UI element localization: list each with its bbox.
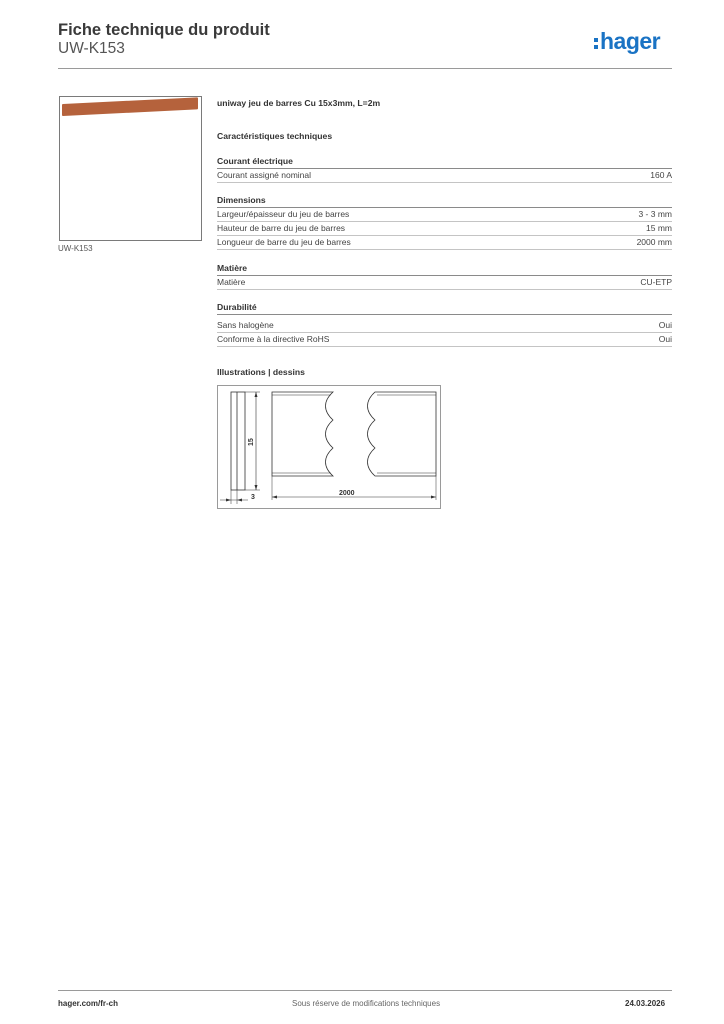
spec-label: Longueur de barre du jeu de barres	[217, 237, 351, 247]
footer-note: Sous réserve de modifications techniques	[292, 999, 441, 1008]
product-code: UW-K153	[58, 40, 125, 57]
bar-right-piece	[368, 392, 437, 476]
busbar-image	[62, 97, 198, 116]
hager-logo	[594, 28, 660, 54]
page-title: Fiche technique du produit	[58, 21, 270, 39]
footer-website: hager.com/fr-ch	[58, 999, 119, 1008]
spec-value: 2000 mm	[636, 237, 672, 247]
spec-row	[217, 333, 672, 347]
footer-date: 24.03.2026	[625, 999, 666, 1008]
spec-label: Conforme à la directive RoHS	[217, 334, 330, 344]
spec-value: 15 mm	[646, 223, 672, 233]
spec-label: Largeur/épaisseur du jeu de barres	[217, 209, 350, 219]
spec-value: Oui	[658, 320, 672, 330]
spec-row	[217, 319, 672, 333]
logo-dots-icon	[594, 32, 599, 50]
spec-row	[217, 208, 672, 222]
illustrations-heading: Illustrations | dessins	[217, 367, 305, 377]
section-outline	[231, 392, 245, 490]
spec-row	[217, 236, 672, 250]
group-title-courant: Courant électrique	[217, 156, 672, 169]
group-title-matiere: Matière	[217, 263, 672, 276]
spec-row	[217, 222, 672, 236]
dim-height-label: 15	[248, 438, 255, 446]
footer-divider	[58, 990, 672, 991]
specs-heading: Caractéristiques techniques	[217, 131, 333, 141]
spec-value: CU-ETP	[640, 277, 672, 287]
spec-label: Matière	[217, 277, 246, 287]
spec-value: 3 - 3 mm	[638, 209, 672, 219]
logo-text: hager	[600, 28, 661, 54]
header-divider	[58, 68, 672, 69]
product-description: uniway jeu de barres Cu 15x3mm, L=2m	[217, 98, 381, 108]
spec-label: Hauteur de barre du jeu de barres	[217, 223, 346, 233]
dim-length-label: 2000	[339, 490, 355, 497]
group-title-durabilite: Durabilité	[217, 302, 672, 315]
spec-value: 160 A	[650, 170, 672, 180]
drawing-svg	[218, 386, 440, 508]
image-caption: UW-K153	[58, 244, 93, 253]
spec-value: Oui	[658, 334, 672, 344]
spec-label: Sans halogène	[217, 320, 274, 330]
spec-label: Courant assigné nominal	[217, 170, 312, 180]
dim-thickness-label: 3	[251, 494, 255, 501]
bar-left-piece	[272, 392, 333, 476]
group-title-dimensions: Dimensions	[217, 195, 672, 208]
spec-row	[217, 169, 672, 183]
product-image	[59, 96, 202, 241]
technical-drawing	[217, 385, 441, 509]
spec-row	[217, 276, 672, 290]
